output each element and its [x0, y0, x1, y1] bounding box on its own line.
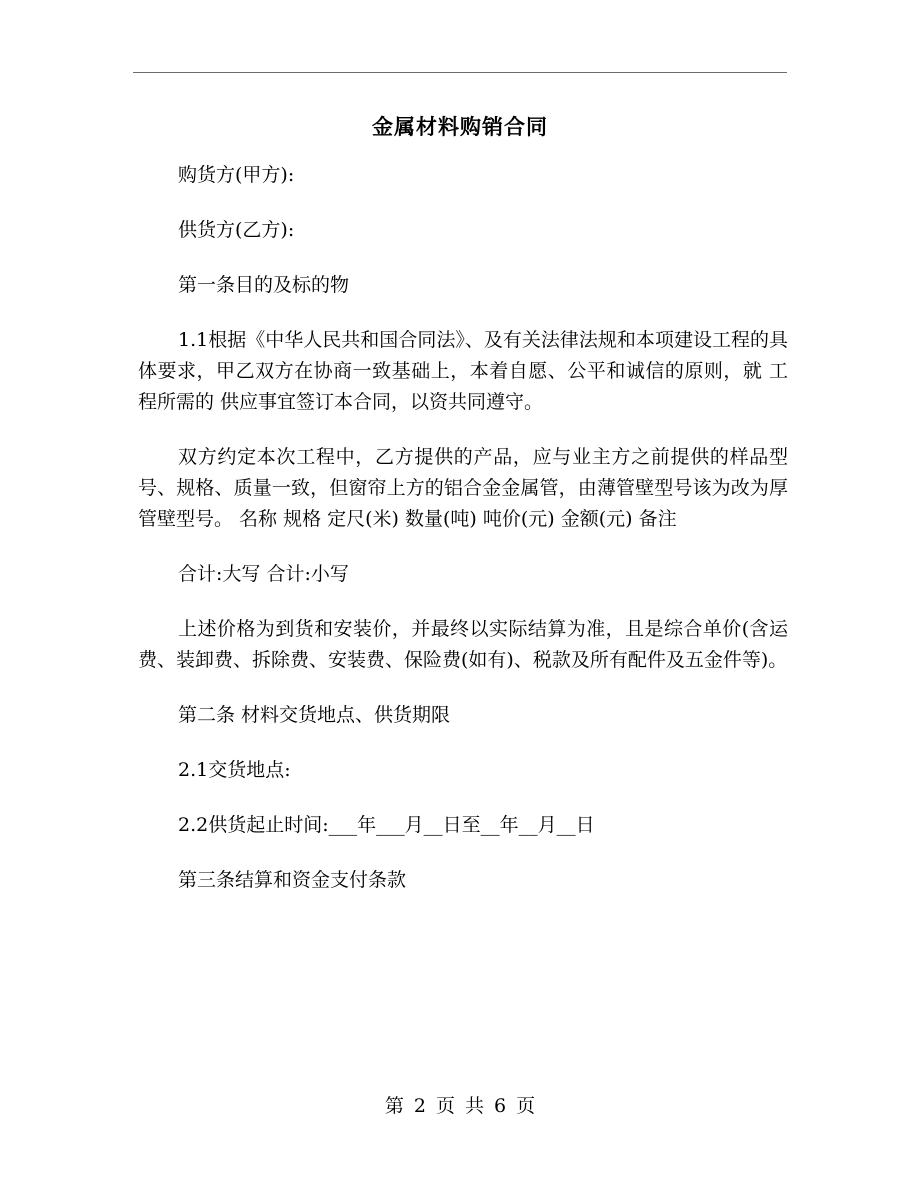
article-3-heading: 第三条结算和资金支付条款: [178, 869, 407, 891]
document-body: [138, 160, 788, 896]
article-1-heading: 第一条目的及标的物: [178, 274, 350, 296]
page-footer: 第 2 页 共 6 页: [384, 1095, 536, 1117]
document-title: 金属材料购销合同: [372, 114, 548, 139]
total-line: 合计:大写 合计:小写: [178, 563, 349, 585]
header-rule: [133, 72, 787, 73]
clause-2-2: 2.2供货起止时间:___年___月__日至__年__月__日: [178, 814, 595, 836]
buyer-line: 购货方(甲方):: [178, 164, 295, 186]
supplier-line: 供货方(乙方):: [178, 219, 295, 241]
price-note-paragraph: 上述价格为到货和安装价，并最终以实际结算为准，且是综合单价(含运费、装卸费、拆除费、安装费、保险费(如有)、税款及所有配件及五金件等)。: [138, 618, 788, 671]
product-agreement-paragraph: 双方约定本次工程中，乙方提供的产品，应与业主方之前提供的样品型号、规格、质量一致，但窗帘上方的铝合金金属管，由薄管壁型号该为改为厚管壁型号。 名称 规格 定尺(米) 数量(吨) 吨价(元) 金额(元) 备注: [138, 446, 788, 530]
article-2-heading: 第二条 材料交货地点、供货期限: [178, 704, 451, 726]
clause-1-1: 1.1根据《中华人民共和国合同法》、及有关法律法规和本项建设工程的具体要求，甲乙双方在协商一致基础上，本着自愿、公平和诚信的原则，就 工程所需的 供应事宜签订本合同，以资共同遵守。: [138, 329, 788, 413]
clause-2-1: 2.1交货地点:: [178, 759, 291, 781]
